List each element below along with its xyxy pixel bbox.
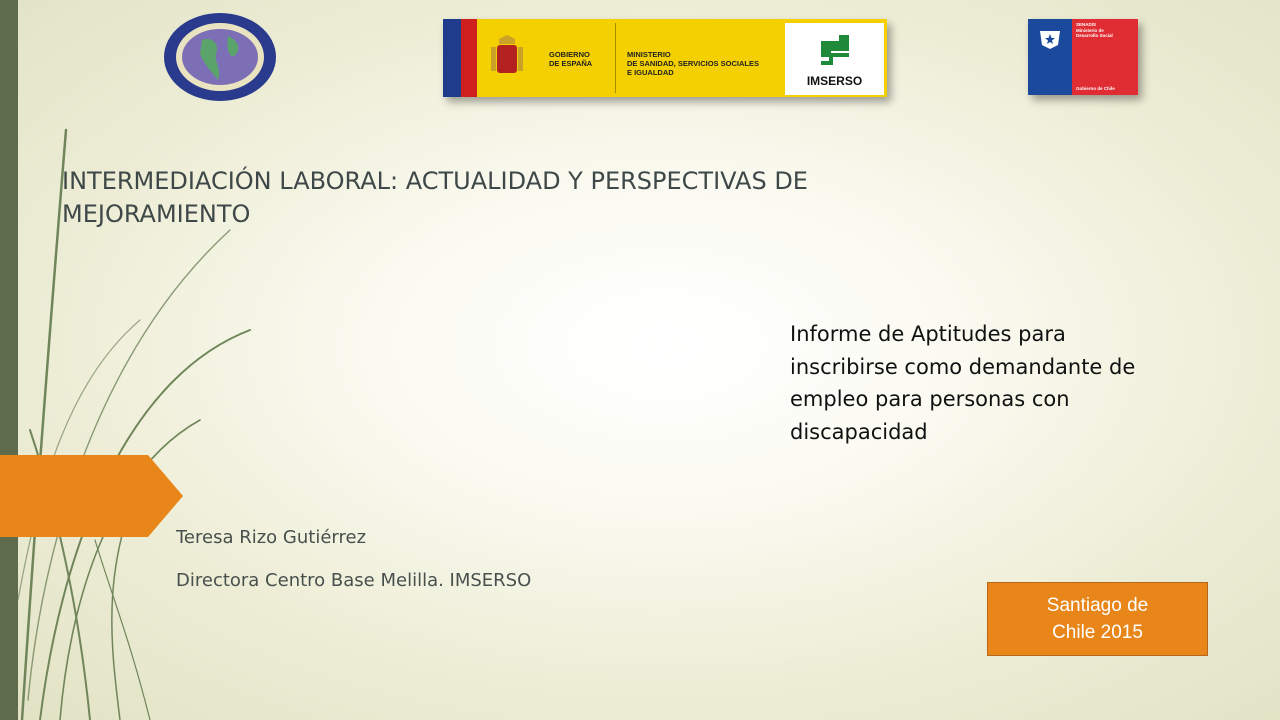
senadis-blue-panel	[1028, 19, 1072, 95]
banner-divider	[615, 23, 616, 93]
orange-arrow-icon	[0, 455, 183, 537]
slide-title: INTERMEDIACIÓN LABORAL: ACTUALIDAD Y PERSPECTIVAS DE MEJORAMIENTO	[62, 167, 808, 228]
riicotec-globe-logo-icon	[160, 10, 280, 105]
senadis-title: SENADIS Ministerio de Desarrollo Social	[1076, 22, 1113, 38]
senadis-logo	[1028, 19, 1138, 95]
eu-flag-strip	[443, 19, 461, 97]
slide-subtitle: Informe de Aptitudes para inscribirse como demandante de empleo para personas con discapacidad	[790, 322, 1136, 444]
imserso-logo	[785, 23, 884, 95]
gobierno-espana-text: GOBIERNO DE ESPAÑA	[549, 50, 593, 68]
gobierno-chile-text: Gobierno de Chile	[1076, 86, 1115, 91]
location-badge	[987, 582, 1208, 656]
imserso-symbol-icon	[817, 31, 853, 67]
grass-decoration	[0, 0, 320, 720]
spain-coat-of-arms-icon	[487, 35, 527, 83]
author-role: Directora Centro Base Melilla. IMSERSO	[176, 570, 532, 591]
location-badge-text: Santiago de Chile 2015	[1046, 595, 1149, 643]
ministerio-text: MINISTERIO DE SANIDAD, SERVICIOS SOCIALES E IGUALDAD	[627, 50, 759, 77]
imserso-label: IMSERSO	[806, 74, 863, 88]
chile-coat-of-arms-icon	[1034, 25, 1066, 51]
spain-government-banner	[443, 19, 887, 97]
spain-flag-strip	[461, 19, 477, 97]
author-name: Teresa Rizo Gutiérrez	[176, 527, 367, 548]
